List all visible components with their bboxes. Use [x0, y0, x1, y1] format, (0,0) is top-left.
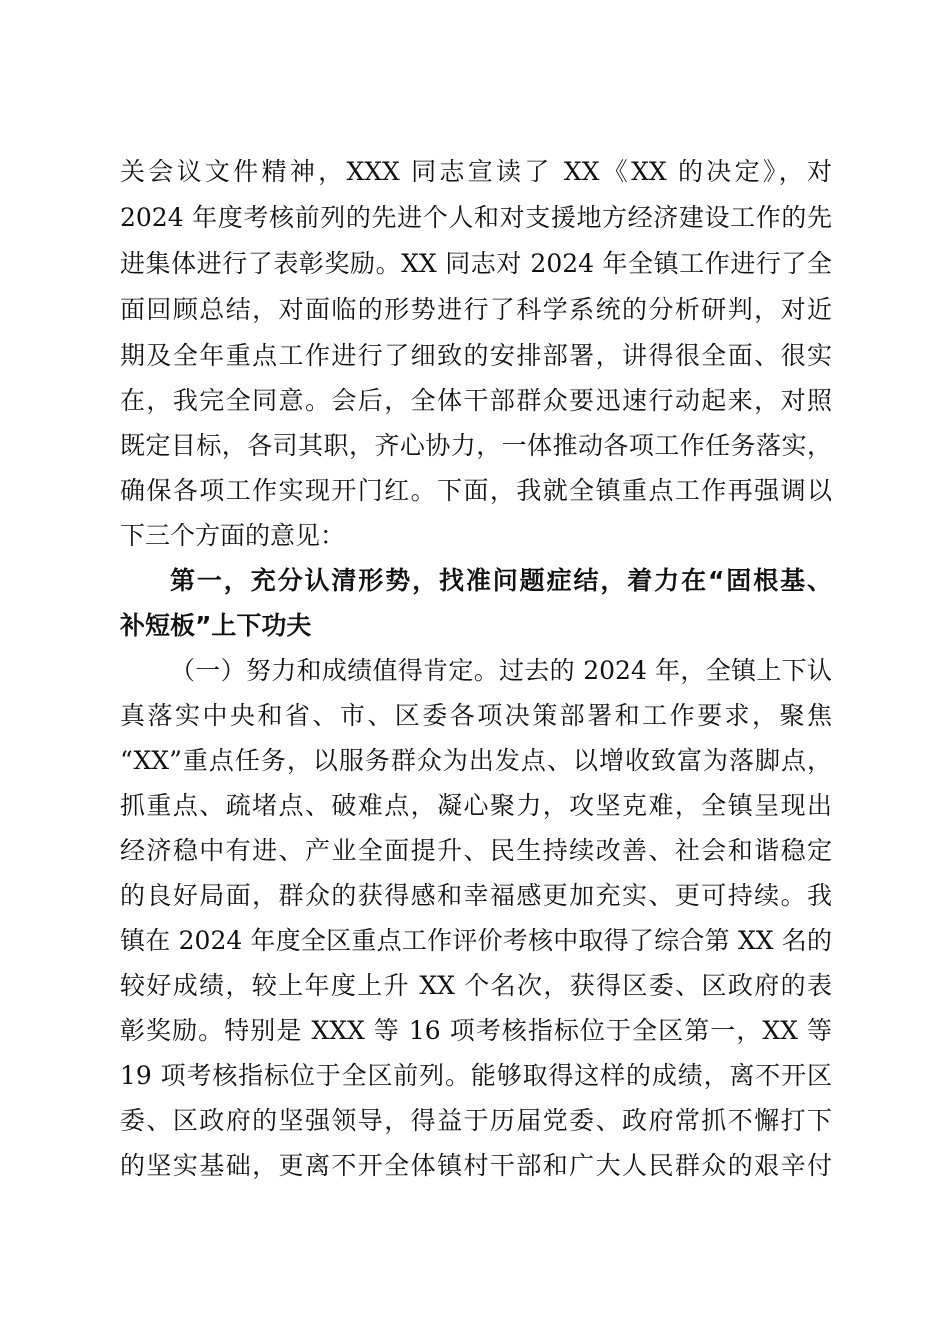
body-text-line: 经济稳中有进、产业全面提升、民生持续改善、社会和谐稳定 — [120, 836, 832, 865]
body-text-line: 期及全年重点工作进行了细致的安排部署，讲得很全面、很实 — [120, 341, 832, 370]
body-text-line: 抓重点、疏堵点、破难点，凝心聚力，攻坚克难，全镇呈现出 — [120, 791, 832, 820]
body-text-line: 进集体进行了表彰奖励。XX 同志对 2024 年全镇工作进行了全 — [120, 249, 832, 278]
body-text-line: 既定目标，各司其职，齐心协力，一体推动各项工作任务落实， — [120, 431, 832, 460]
section-heading: 第一，充分认清形势，找准问题症结，着力在“固根基、 — [170, 566, 832, 595]
subsection-heading: （一）努力和成绩值得肯定。过去的 2024 年，全镇上下认 — [170, 656, 832, 685]
body-text-line: 下三个方面的意见： — [120, 521, 346, 550]
body-text-line: 彰奖励。特别是 XXX 等 16 项考核指标位于全区第一，XX 等 — [120, 1016, 832, 1045]
section-heading: 补短板”上下功夫 — [120, 611, 312, 640]
body-text-line: 较好成绩，较上年度上升 XX 个名次，获得区委、区政府的表 — [120, 971, 832, 1000]
body-text-line: 镇在 2024 年度全区重点工作评价考核中取得了综合第 XX 名的 — [120, 926, 832, 955]
body-text-line: 19 项考核指标位于全区前列。能够取得这样的成绩，离不开区 — [120, 1061, 832, 1090]
body-text-line: 的良好局面，群众的获得感和幸福感更加充实、更可持续。我 — [120, 881, 832, 910]
body-text-line: 真落实中央和省、市、区委各项决策部署和工作要求，聚焦 — [120, 701, 832, 730]
body-text-line: “XX”重点任务，以服务群众为出发点、以增收致富为落脚点， — [120, 746, 832, 775]
body-text-line: 确保各项工作实现开门红。下面，我就全镇重点工作再强调以 — [120, 476, 832, 505]
body-text-line: 面回顾总结，对面临的形势进行了科学系统的分析研判，对近 — [120, 295, 832, 324]
body-text-line: 委、区政府的坚强领导，得益于历届党委、政府常抓不懈打下 — [120, 1106, 832, 1135]
body-text-line: 的坚实基础，更离不开全体镇村干部和广大人民群众的艰辛付 — [120, 1151, 832, 1180]
body-text-line: 2024 年度考核前列的先进个人和对支援地方经济建设工作的先 — [120, 203, 832, 232]
body-text-line: 关会议文件精神，XXX 同志宣读了 XX《XX 的决定》，对 — [120, 157, 832, 186]
body-text-line: 在，我完全同意。会后，全体干部群众要迅速行动起来，对照 — [120, 386, 832, 415]
